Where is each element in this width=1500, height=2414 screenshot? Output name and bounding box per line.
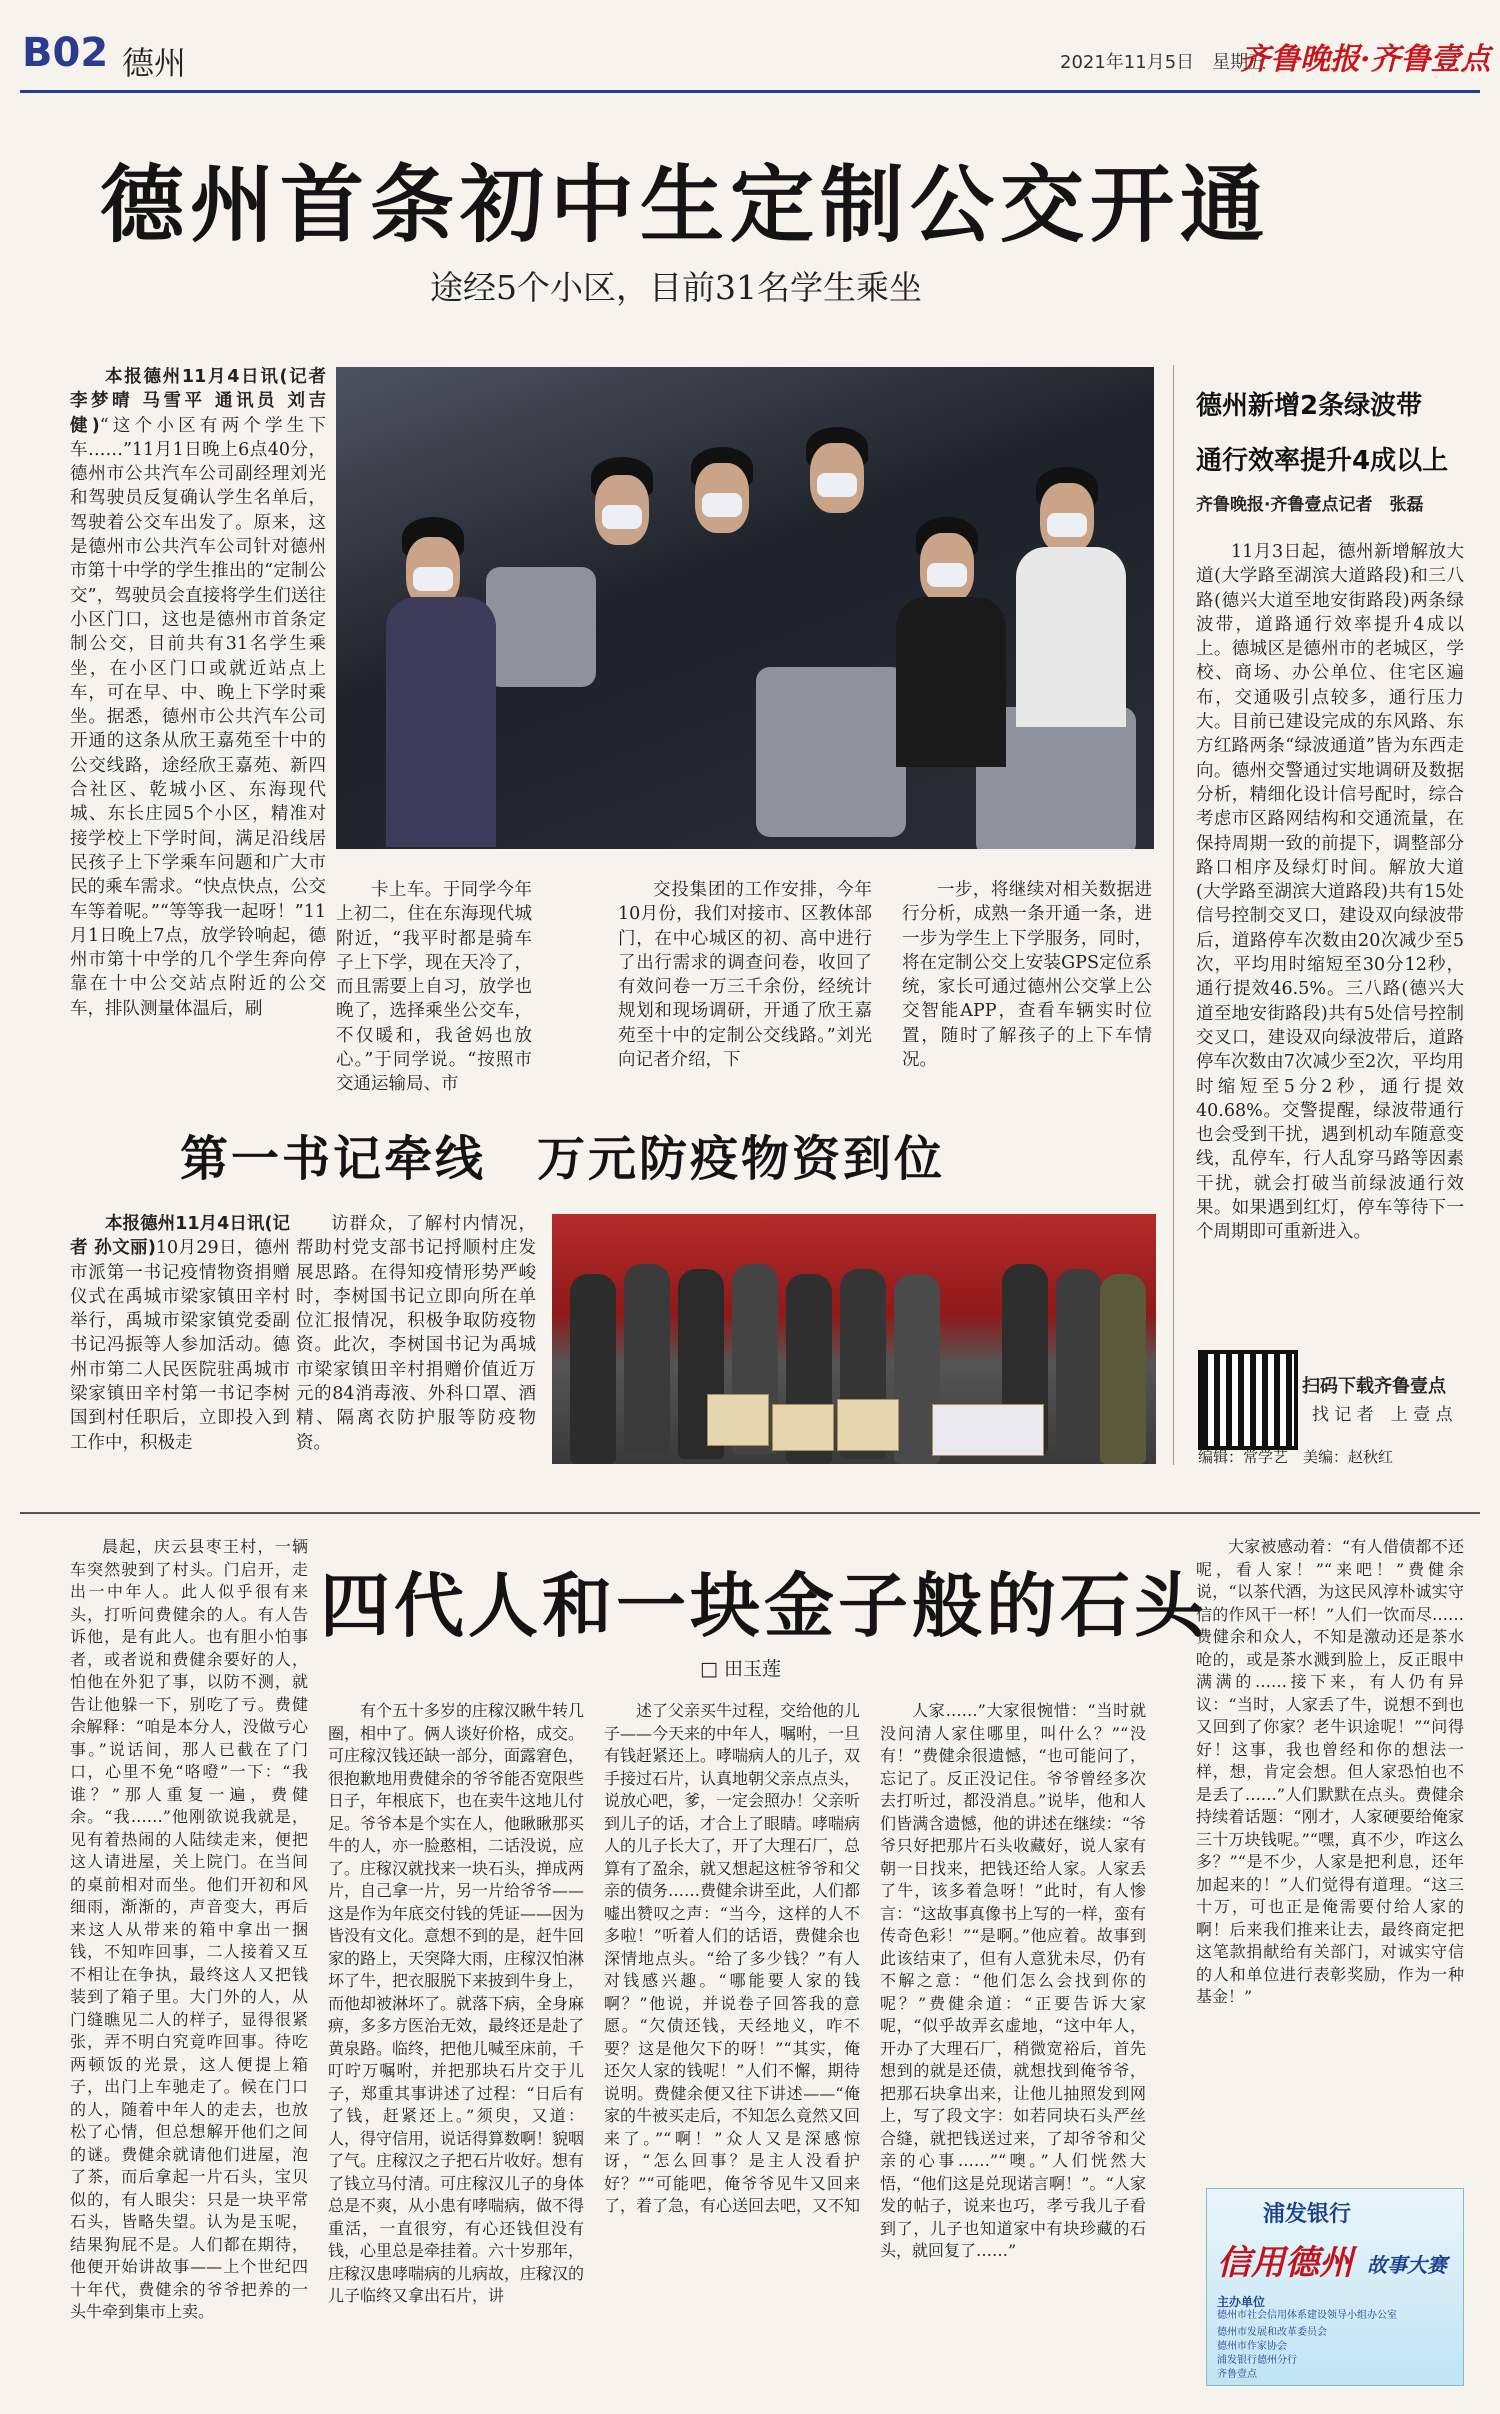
ad-organizer-2: 德州市发展和改革委员会 (1217, 2327, 1327, 2338)
page-number: B02 (22, 30, 109, 76)
story3-col2-text: 有个五十多岁的庄稼汉瞅牛转几圈，相中了。俩人谈好价格，成交。可庄稼汉钱还缺一部分，面露窘色，很抱歉地用费健余的爷爷能否宽限些日子，年根底下，也在卖牛这地儿付足。爷爷本是个实在人，他瞅瞅那买牛的人，亦一脸憨相，二话没说，应了。庄稼汉就找来一块石头，掸成两片，自己拿一片，另一片给爷爷——这是作为年底交付钱的凭证——因为皆没有文化。意想不到的是，赶牛回家的路上，天突降大雨，庄稼汉怕淋坏了牛，把衣服脱下来披到牛身上，而他却被淋坏了。就落下病，全身麻痹，多多方医治无效，最终还是赴了黄泉路。临终，把他儿喊至床前，千叮咛万嘱咐，并把那块石片交于儿子，郑重其事讲述了过程：“日后有了钱，赶紧还上。”须臾，又道：人，得守信用，说话得算数啊！貌咽了气。庄稼汉之子把石片收好。想有了钱立马付清。可庄稼汉儿子的身体总是不爽，从小患有哮喘病，做不得重活，一直很穷，有心还钱但没有钱，心里总是牵挂着。六十岁那年，庄稼汉患哮喘病的儿病故，庄稼汉的儿子临终又拿出石片，讲 (328, 1701, 584, 2305)
story1-column-4 (902, 878, 1152, 1074)
story1-column-1 (70, 365, 326, 1095)
story2-column-1 (70, 1212, 290, 1467)
side-article-body (1196, 540, 1464, 1325)
story2-col2-text: 访群众，了解村内情况，帮助村党支部书记捋顺村庄发展思路。在得知疫情形势严峻时，李树国书记立即向所在单位汇报情况，积极争取防疫物资。此次，李树国书记为禹城市梁家镇田辛村捐赠价值近万元的84消毒液、外科口罩、酒精、隔离衣防护服等防疫物资。 (296, 1214, 536, 1453)
main-headline: 德州首条初中生定制公交开通 (100, 155, 1271, 254)
main-subheadline: 途经5个小区，目前31名学生乘坐 (430, 268, 922, 307)
story1-lead: 本报德州11月4日讯(记者 李梦晴 马雪平 通讯员 刘吉健) (70, 367, 326, 436)
story3-col3-text: 述了父亲买牛过程，交给他的儿子——今天来的中年人，嘱咐，一旦有钱赶紧还上。哮喘病人的儿子，双手接过石片，认真地朝父亲点点头，说放心吧，爹，一定会照办！父亲听到儿子的话，才合上了眼睛。哮喘病人的儿子长大了，开了大理石厂，总算有了盈余，就又想起这桩爷爷和父亲的债务……费健余讲至此，人们都嘘出赞叹之声：“当今，这样的人不多啦！”听着人们的话语，费健余也深情地点头。“给了多少钱？”有人对钱感兴趣。“哪能要人家的钱啊？”他说，并说卷子回答我的意愿。“欠债还钱，天经地义，咋不要？这是他欠下的呀！”“其实，俺还欠人家的钱呢！”人们不懈，期待说明。费健余便又往下讲述——“俺家的牛被买走后，不知怎么竟然又回来了。”“啊！”众人又是深感惊讶，“怎么回事？是主人没看护好？”“可能吧，俺爷爷见牛又回来了，着了急，有心送回去吧，又不知 (604, 1701, 860, 2215)
story2-lead: 本报德州11月4日讯(记者 孙文丽) (70, 1214, 290, 1259)
section-name: 德州 (122, 44, 187, 82)
side-article-text: 11月3日起，德州新增解放大道(大学路至湖滨大道路段)和三八路(德兴大道至地安街路段)两条绿波带，道路通行效率提升4成以上。德城区是德州市的老城区，学校、商场、办公单位、住宅区遍布，交通吸引点较多，通行压力大。目前已建设完成的东风路、东方红路两条“绿波通道”皆为东西走向。德州交警通过实地调研及数据分析，精细化设计信号配时，综合考虑市区路网结构和交通流量，在保持周期一致的前提下，调整部分路口相序及绿灯时间。解放大道(大学路至湖滨大道路段)共有15处信号控制交叉口，建设双向绿波带后，道路停车次数由20次减少至5次，平均用时缩短至30分12秒，通行提效46.5%。三八路(德兴大道至地安街路段)共有5处信号控制交叉口，建设双向绿波带后，道路停车次数由7次减少至2次，平均用时缩短至5分2秒，通行提效40.68%。交警提醒，绿波带通行也会受到干扰，遇到机动车随意变线，乱停车，行人乱穿马路等因素干扰，就会打破当前绿波通行效果。如果遇到红灯，停车等待下一个周期即可重新进入。 (1196, 542, 1464, 1243)
section-divider (20, 1512, 1480, 1514)
qr-caption-1: 扫码下载齐鲁壹点 (1302, 1376, 1446, 1397)
story1-column-2 (336, 878, 532, 1099)
header-rule (20, 90, 1480, 93)
ad-subtitle: 故事大赛 (1367, 2253, 1447, 2277)
ad-organizer-3: 德州市作家协会 (1217, 2341, 1287, 2352)
story3-col1-text: 晨起，庆云县枣王村，一辆车突然驶到了村头。门启开，走出一中年人。此人似乎很有来头，打听问费健余的人。有人告诉他，是有此人。也有胆小怕事者，或者说和费健余要好的人，怕他在外犯了事，以防不测，就告让他躲一下，别吃了亏。费健余解释：“咱是本分人，没做亏心事。”说话间，那人已截在了门口，心里不免“咯噔”一下：“我谁？”那人重复一遍，费健余。“我……”他刚欲说我就是，见有着热闹的人陆续走来，便把这人请进屋，关上院门。在当间的桌前相对而坐。他们开初和风细雨，渐渐的，声音变大，再后来这人从带来的箱中拿出一捆钱，不知咋回事，二人接着又互不相让在争执，最终这人又把钱装到了箱子里。大门外的人，从门缝瞧见二人的样子，显得很紧张，弄不明白究竟咋回事。待吃两顿饭的光景，这人便提上箱子，出门上车驰走了。候在门口的人，随着中年人的走去，也放松了心情，但总想解开他们之间的谜。费健余就请他们进屋，泡了茶，而后拿起一片石头，宝贝似的，有人眼尖：只是一块平常石头，皆略失望。认为是玉呢，结果狗屁不是。人们都在期待，他便开始讲故事——上个世纪四十年代，费健余的爷爷把养的一头牛牵到集市上卖。 (70, 1537, 308, 2321)
story3-col4-text: 人家……”大家很惋惜：“当时就没问清人家住哪里，叫什么？”“没有！”费健余很遗憾，“也可能问了，忘记了。反正没记住。爷爷曾经多次去打听过，都没消息。”说毕，他和人们皆满含遗憾，他的讲述在继续：“爷爷只好把那片石头收藏好，说人家有朝一日找来，把钱还给人家。人家丢了牛，该多着急呀！”此时，有人惨言：“这故事真像书上写的一样，蛮有传奇色彩！”“是啊。”他应着。故事到此该结束了，但有人意犹未尽，仍有不解之意：“他们怎么会找到你的呢？”费健余道：“正要告诉大家呢，“似乎故弄玄虚地，“这中年人，开办了大理石厂，稍微宽裕后，首先想到的就是还债，就想找到俺爷爷，把那石块拿出来，让他儿抽照发到网上，写了段文字：如若同块石头严丝合缝，就把钱送过来，了却爷爷和父亲的心事……”“噢。”人们恍然大悟，“他们这是兑现诺言啊！”。“人家发的帖子，说来也巧，孝亏我儿子看到了，儿子也知道家中有块珍藏的石头，就回复了……” (880, 1701, 1146, 2260)
side-headline-1: 德州新增2条绿波带 (1196, 391, 1423, 421)
side-column-rule (1173, 365, 1174, 1465)
story3-column-2 (328, 1700, 584, 2396)
story1-col1-text: “这个小区有两个学生下车……”11月1日晚上6点40分，德州市公共汽车公司副经理刘光和驾驶员反复确认学生名单后，驾驶着公交车出发了。原来，这是德州市公共汽车公司针对德州市第十中学的学生推出的“定制公交”，驾驶员会直接将学生们送往小区门口，这也是德州市首条定制公交，目前共有31名学生乘坐，在小区门口或就近站点上车，可在早、中、晚上下学时乘坐。据悉，德州市公共汽车公司开通的这条从欣王嘉苑至十中的公交线路，途经欣王嘉苑、新四合社区、乾城小区、东海现代城、东长庄园5个小区，精准对接学校上下学时间，满足沿线居民孩子上下学乘车问题和广大市民的乘车需求。“快点快点，公交车等着呢。”“等等我一起呀！”11月1日晚上7点，放学铃响起，德州市第十中学的几个学生奔向停靠在十中公交站点附近的公交车，排队测量体温后，刷 (70, 415, 326, 1019)
story1-column-3 (618, 878, 872, 1074)
credit-dezhou-ad[interactable] (1206, 2188, 1464, 2386)
story1-col3-text: 交投集团的工作安排，今年10月份，我们对接市、区教体部门，在中心城区的初、高中进行了出行需求的调查问卷，收回了有效问卷一万三千余份，经统计规划和现场调研，开通了欣王嘉苑至十中的定制公交线路。”刘光向记者介绍，下 (618, 880, 872, 1071)
ad-organizer-5: 齐鲁壹点 (1217, 2369, 1257, 2380)
ad-title: 信用德州 (1217, 2243, 1353, 2283)
story1-col2-text: 卡上车。于同学今年上初二，住在东海现代城附近，“我平时都是骑车子上下学，现在天冷了，而且需要上自习，放学也晚了，选择乘坐公交车，不仅暖和，我爸妈也放心。”于同学说。“按照市交通运输局、市 (336, 880, 532, 1095)
ad-organizer-1: 德州市社会信用体系建设领导小组办公室 (1217, 2310, 1397, 2321)
qr-caption-2: 找 记 者 上 壹 点 (1312, 1405, 1453, 1425)
story2-headline: 第一书记牵线 万元防疫物资到位 (180, 1131, 946, 1187)
donation-ceremony-photo (552, 1214, 1156, 1464)
story3-headline: 四代人和一块金子般的石头 (320, 1564, 1208, 1647)
story3-column-3 (604, 1700, 860, 2396)
story1-col4-text: 一步，将继续对相关数据进行分析，成熟一条开通一条，进一步为学生上下学服务，同时，将在定制公交上安装GPS定位系统，家长可通过德州公交掌上公交智能APP，查看车辆实时位置，随时了解孩子的上下车情况。 (902, 880, 1152, 1071)
newspaper-brand: 齐鲁晚报·齐鲁壹点 (1240, 42, 1491, 77)
issue-date: 2021年11月5日 星期五 (1060, 52, 1267, 73)
side-byline: 齐鲁晚报·齐鲁壹点记者 张磊 (1196, 495, 1424, 515)
editor-credit: 编辑：常学艺 美编：赵秋红 (1198, 1448, 1394, 1466)
story2-col1-text: 10月29日，德州市派第一书记疫情物资捐赠仪式在禹城市梁家镇田辛村举行，禹城市梁家镇党委副书记冯振等人参加活动。德州市第二人民医院驻禹城市梁家镇田辛村第一书记李树国到村任职后，立即投入到工作中，积极走 (70, 1238, 290, 1453)
story3-column-1 (70, 1536, 308, 2396)
story3-column-5 (1196, 1536, 1464, 2176)
ad-bank-name: 浦发银行 (1263, 2202, 1352, 2227)
story3-column-4 (880, 1700, 1146, 2396)
ad-organizer-4: 浦发银行德州分行 (1217, 2355, 1297, 2366)
story3-col5-text: 大家被感动着：“有人借债都不还呢，看人家！”“来吧！”费健余说，“以茶代酒，为这民风淳朴诚实守信的作风干一杯！”人们一饮而尽……费健余和众人，不知是激动还是茶水呛的，或是茶水溅到脸上，反正眼中满满的……接下来，有人仍有异议：“当时，人家丢了牛，说想不到也又回到了你家？老牛识途呢！”“问得好！这事，我也曾经和你的想法一样，想，肯定会想。但人家恐怕也不是丢了……”人们默默在点头。费健余持续着话题：“刚才，人家硬要给俺家三十万块钱呢。”“嘿，真不少，咋这么多？”“是不少，人家是把利息，还年加起来的！”人们觉得有道理。“这三十万，可也正是俺需要付给人家的啊！后来我们推来让去，最终商定把这笔款捐献给有关部门，对诚实守信的人和单位进行表彰奖励，作为一种基金！” (1196, 1537, 1464, 2006)
ad-organizer-label: 主办单位 (1217, 2295, 1266, 2309)
bus-students-photo (336, 367, 1154, 849)
story3-byline: □ 田玉莲 (700, 1658, 781, 1680)
qr-code[interactable] (1198, 1350, 1298, 1450)
side-headline-2: 通行效率提升4成以上 (1196, 446, 1449, 476)
story2-column-2 (296, 1212, 536, 1467)
